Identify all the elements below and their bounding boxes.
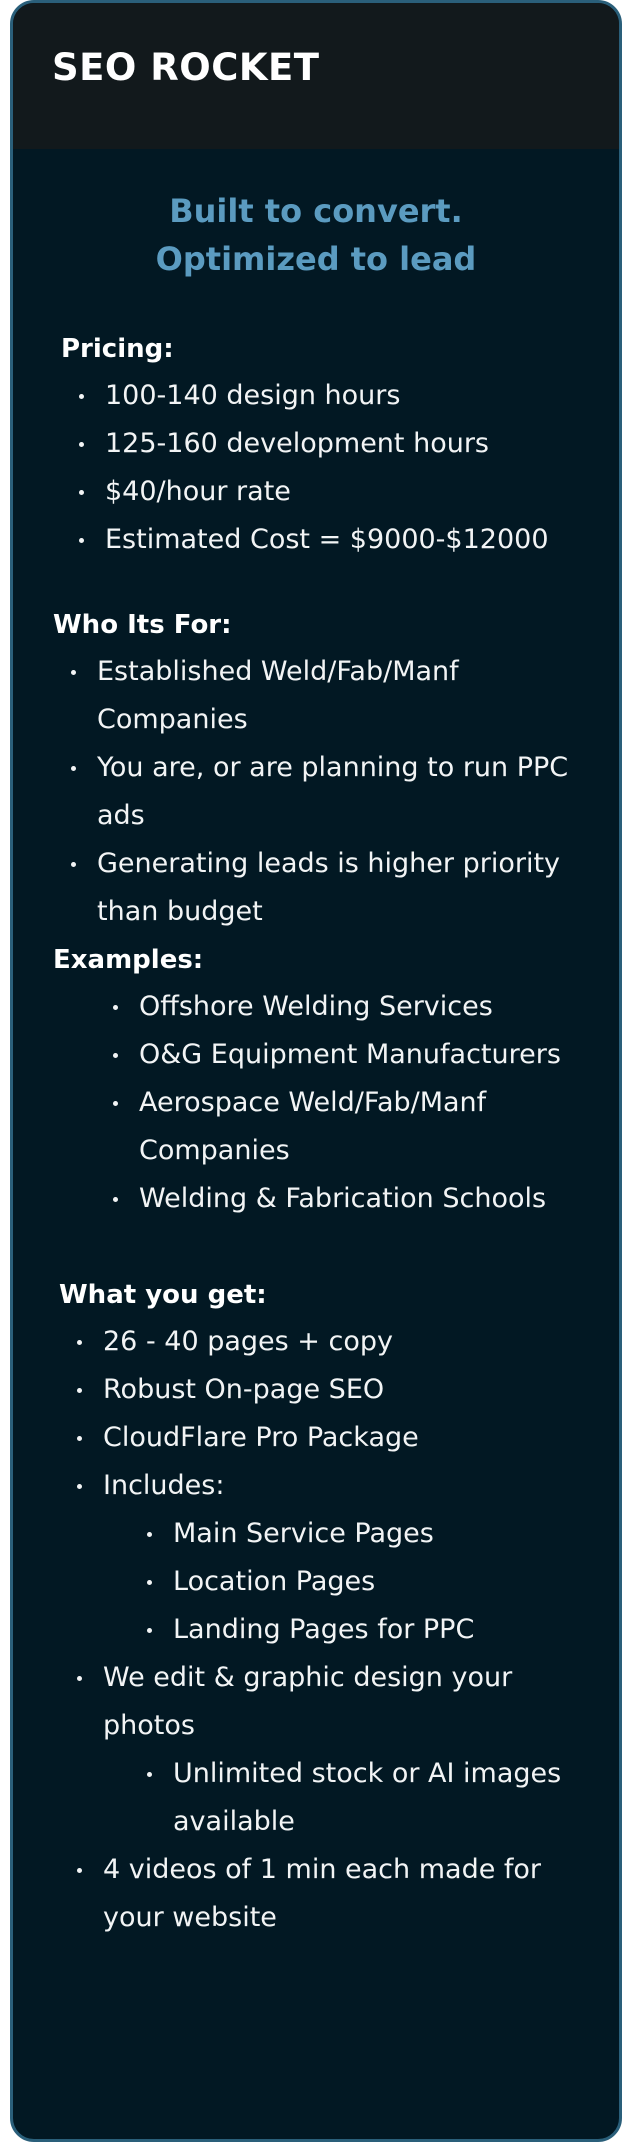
photos-sublist [103,1750,605,1846]
examples-list [111,983,581,1223]
sub-list-item: Unlimited stock or AI images available [145,1750,605,1846]
get-heading: What you get: [59,1280,267,1310]
card-header [13,3,619,149]
plan-card [10,0,622,2142]
who-heading: Who Its For: [53,610,232,640]
plan-title: SEO ROCKET [52,46,320,89]
list-item: Robust On-page SEO [75,1366,605,1414]
pricing-list [77,372,597,564]
list-item: Aerospace Weld/Fab/Manf Companies [111,1079,581,1175]
includes-label: Includes: [103,1470,225,1501]
list-item: 125-160 development hours [77,420,597,468]
examples-heading: Examples: [53,945,204,975]
list-item: 4 videos of 1 min each made for your website [75,1846,605,1942]
list-item: Offshore Welding Services [111,983,581,1031]
get-list [75,1318,605,1942]
who-list [69,648,579,936]
list-item: 26 - 40 pages + copy [75,1318,605,1366]
list-item: Generating leads is higher priority than budget [69,840,579,936]
list-item: O&G Equipment Manufacturers [111,1031,581,1079]
list-item-photos [75,1654,605,1846]
sub-list-item: Location Pages [145,1558,605,1606]
list-item: CloudFlare Pro Package [75,1414,605,1462]
list-item: You are, or are planning to run PPC ads [69,744,579,840]
includes-sublist [103,1510,605,1654]
pricing-heading: Pricing: [61,334,174,364]
list-item: 100-140 design hours [77,372,597,420]
tagline [13,187,619,283]
list-item: $40/hour rate [77,468,597,516]
list-item-includes [75,1462,605,1654]
list-item: Welding & Fabrication Schools [111,1175,581,1223]
tagline-line-2: Optimized to lead [155,240,477,278]
photos-label: We edit & graphic design your photos [103,1662,513,1741]
list-item: Established Weld/Fab/Manf Companies [69,648,579,744]
sub-list-item: Main Service Pages [145,1510,605,1558]
sub-list-item: Landing Pages for PPC [145,1606,605,1654]
list-item: Estimated Cost = $9000-$12000 [77,516,597,564]
tagline-line-1: Built to convert. [169,192,463,230]
